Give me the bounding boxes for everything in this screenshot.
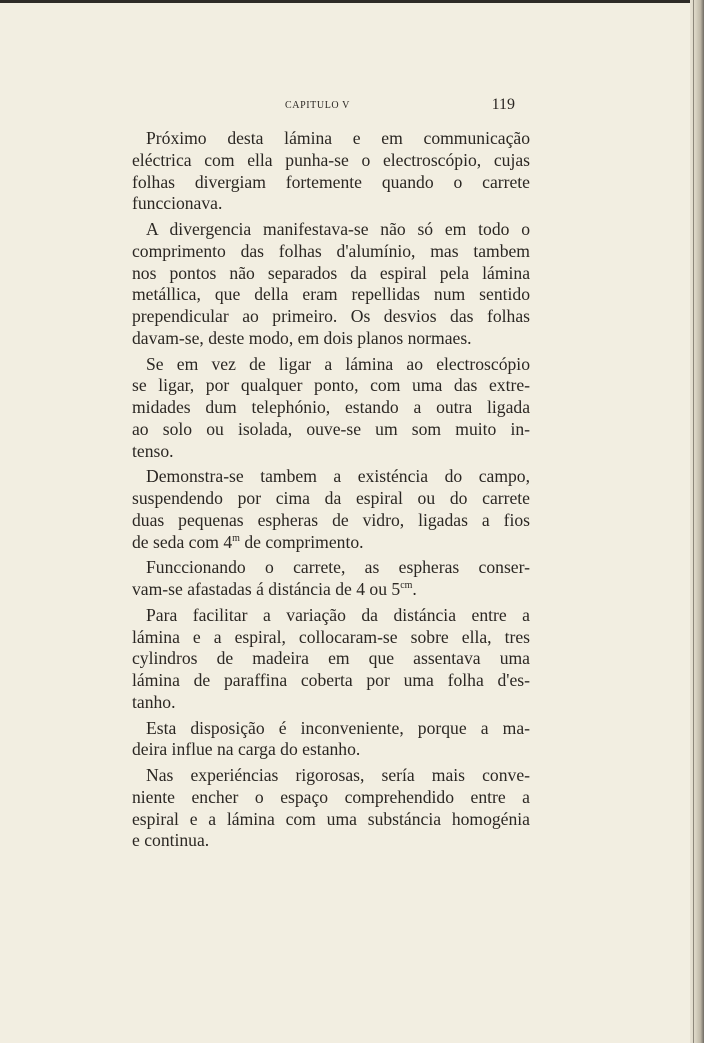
paragraph: [132, 718, 530, 762]
text-line: Esta disposição é inconveniente, porque a ma-: [146, 717, 530, 738]
text-segment: vam-se afastadas á distáncia de 4 ou 5: [132, 579, 401, 599]
text-line: cylindros de madeira em que assentava uma: [132, 648, 530, 669]
text-line: lámina e a espiral, collocaram-se sobre ella, tres: [132, 626, 530, 647]
paragraph: [132, 466, 530, 553]
page-edge-line: [693, 0, 694, 1043]
text-line: Se em vez de ligar a lámina ao electroscópio: [146, 353, 530, 374]
unit-superscript: m: [232, 532, 240, 544]
text-line: se ligar, por qualquer ponto, com uma das extre-: [132, 375, 530, 396]
text-line: nos pontos não separados da espiral pela lámina: [132, 262, 530, 283]
paragraph: [132, 219, 530, 350]
page-header: [285, 97, 515, 117]
text-line: [132, 579, 530, 601]
paragraph: [132, 605, 530, 714]
text-segment: de comprimento.: [239, 531, 364, 552]
text-line: eléctrica com ella punha-se o electroscópio, cujas: [132, 149, 530, 170]
paragraph: [132, 354, 530, 463]
paragraph: [132, 557, 530, 601]
text-line: midades dum telephónio, estando a outra ligada: [132, 397, 530, 417]
text-line: espiral e a lámina com uma substáncia homogénia: [132, 808, 530, 829]
text-line: funccionava.: [132, 193, 223, 214]
text-line: lámina de paraffina coberta por uma folha d'es-: [132, 670, 530, 690]
body-text: [132, 128, 530, 856]
text-line: Nas experiéncias rigorosas, sería mais conve-: [146, 765, 530, 785]
text-line: tanho.: [132, 691, 176, 712]
paragraph: [132, 765, 530, 852]
paragraph: [132, 128, 530, 215]
text-line: metállica, que della eram repellidas num sentido: [132, 284, 530, 305]
text-line: deira influe na carga do estanho.: [132, 739, 361, 760]
running-title: CAPITULO V: [285, 100, 350, 111]
text-line: folhas divergiam fortemente quando o carrete: [132, 171, 530, 192]
text-line: davam-se, deste modo, em dois planos normaes.: [132, 327, 472, 348]
text-line: [132, 532, 530, 554]
text-line: prependicular ao primeiro. Os desvios das folhas: [132, 306, 530, 326]
text-segment: .: [412, 579, 417, 599]
text-segment: de seda com 4: [132, 531, 233, 552]
text-line: duas pequenas espheras de vidro, ligadas a fios: [132, 509, 530, 530]
text-line: A divergencia manifestava-se não só em todo o: [146, 219, 530, 239]
text-line: Funccionando o carrete, as espheras conser-: [146, 557, 530, 578]
text-line: Demonstra-se tambem a existéncia do campo,: [146, 466, 530, 487]
text-line: Para facilitar a variação da distáncia entre a: [146, 604, 530, 625]
text-line: e continua.: [132, 830, 210, 851]
page-number: 119: [491, 96, 515, 113]
text-line: Próximo desta lámina e em communicação: [146, 128, 530, 148]
text-line: niente encher o espaço comprehendido entre a: [132, 786, 530, 807]
scan-top-edge: [0, 0, 704, 3]
unit-superscript: cm: [400, 580, 413, 591]
text-line: ao solo ou isolada, ouve-se um som muito in-: [132, 418, 530, 439]
text-line: tenso.: [132, 440, 174, 461]
text-line: suspendendo por cima da espiral ou do carrete: [132, 488, 530, 508]
text-line: comprimento das folhas d'alumínio, mas tambem: [132, 240, 530, 261]
